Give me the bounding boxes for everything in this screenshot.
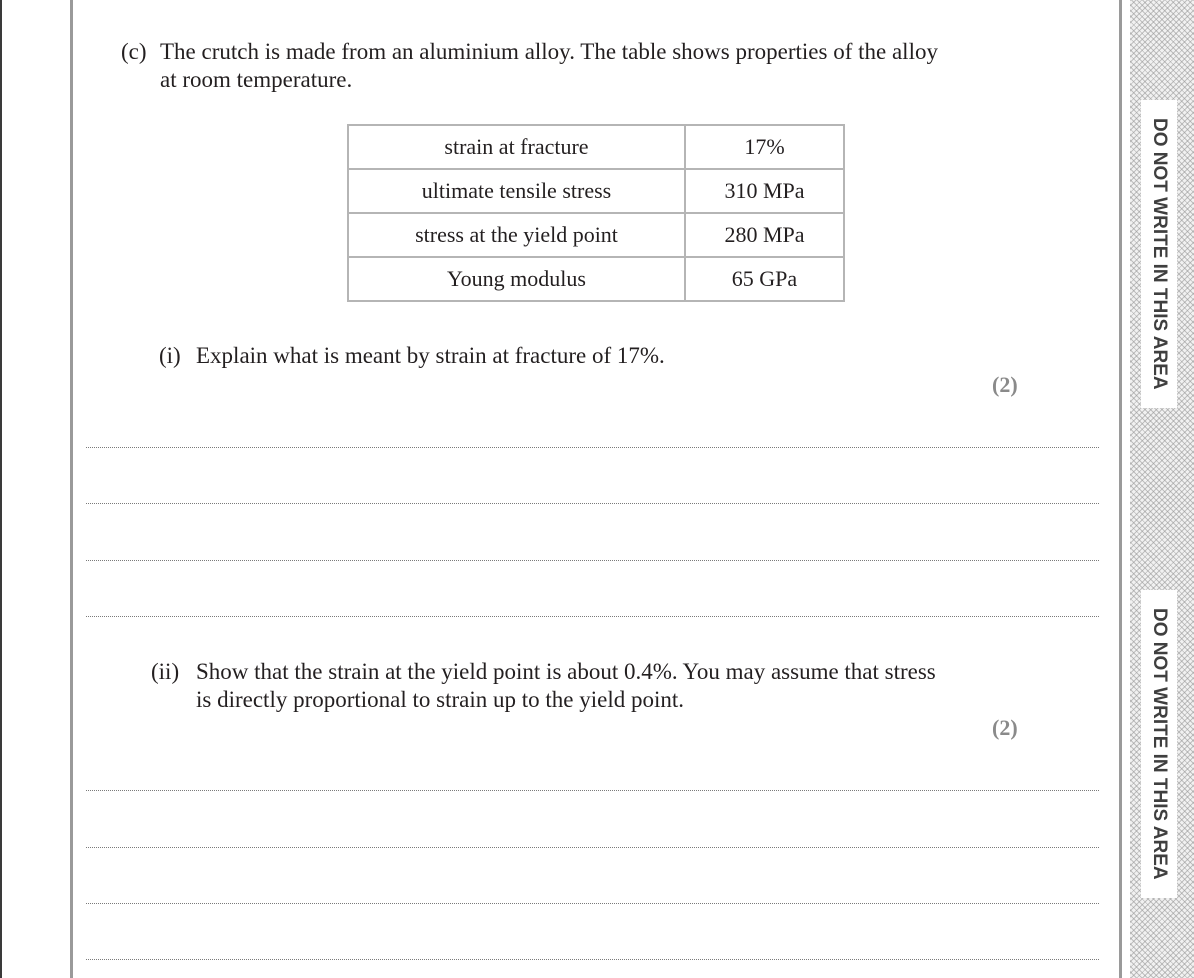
alloy-properties-table [347, 124, 845, 302]
table-row [348, 169, 844, 213]
property-cell: Young modulus [348, 257, 685, 301]
part-c-label: (c) [121, 39, 147, 64]
answer-line[interactable] [86, 560, 1099, 561]
margin-warning-bottom: DO NOT WRITE IN THIS AREA [1141, 590, 1177, 898]
property-cell: ultimate tensile stress [348, 169, 685, 213]
part-i-marks: (2) [992, 372, 1018, 397]
answer-line[interactable] [86, 959, 1099, 960]
part-ii-text-line1: Show that the strain at the yield point is about 0.4%. You may assume that stress [196, 659, 936, 684]
value-cell: 310 MPa [685, 169, 844, 213]
property-cell: strain at fracture [348, 125, 685, 169]
answer-line[interactable] [86, 847, 1099, 848]
answer-line[interactable] [86, 503, 1099, 504]
answer-line[interactable] [86, 616, 1099, 617]
property-cell: stress at the yield point [348, 213, 685, 257]
value-cell: 65 GPa [685, 257, 844, 301]
page-left-edge [0, 0, 2, 978]
table-row [348, 125, 844, 169]
part-i-text: Explain what is meant by strain at fracture of 17%. [196, 343, 665, 368]
table-row [348, 213, 844, 257]
part-ii-label: (ii) [151, 659, 180, 684]
value-cell: 17% [685, 125, 844, 169]
answer-line[interactable] [86, 903, 1099, 904]
part-c-text-line1: The crutch is made from an aluminium alloy. The table shows properties of the alloy [160, 39, 938, 64]
value-cell: 280 MPa [685, 213, 844, 257]
part-ii-text-line2: is directly proportional to strain up to the yield point. [196, 687, 685, 712]
answer-line[interactable] [86, 447, 1099, 448]
answer-line[interactable] [86, 790, 1099, 791]
part-i-label: (i) [159, 343, 181, 368]
part-ii-marks: (2) [992, 715, 1018, 740]
table-row [348, 257, 844, 301]
margin-warning-top: DO NOT WRITE IN THIS AREA [1141, 100, 1177, 408]
part-c-text-line2: at room temperature. [160, 67, 353, 92]
